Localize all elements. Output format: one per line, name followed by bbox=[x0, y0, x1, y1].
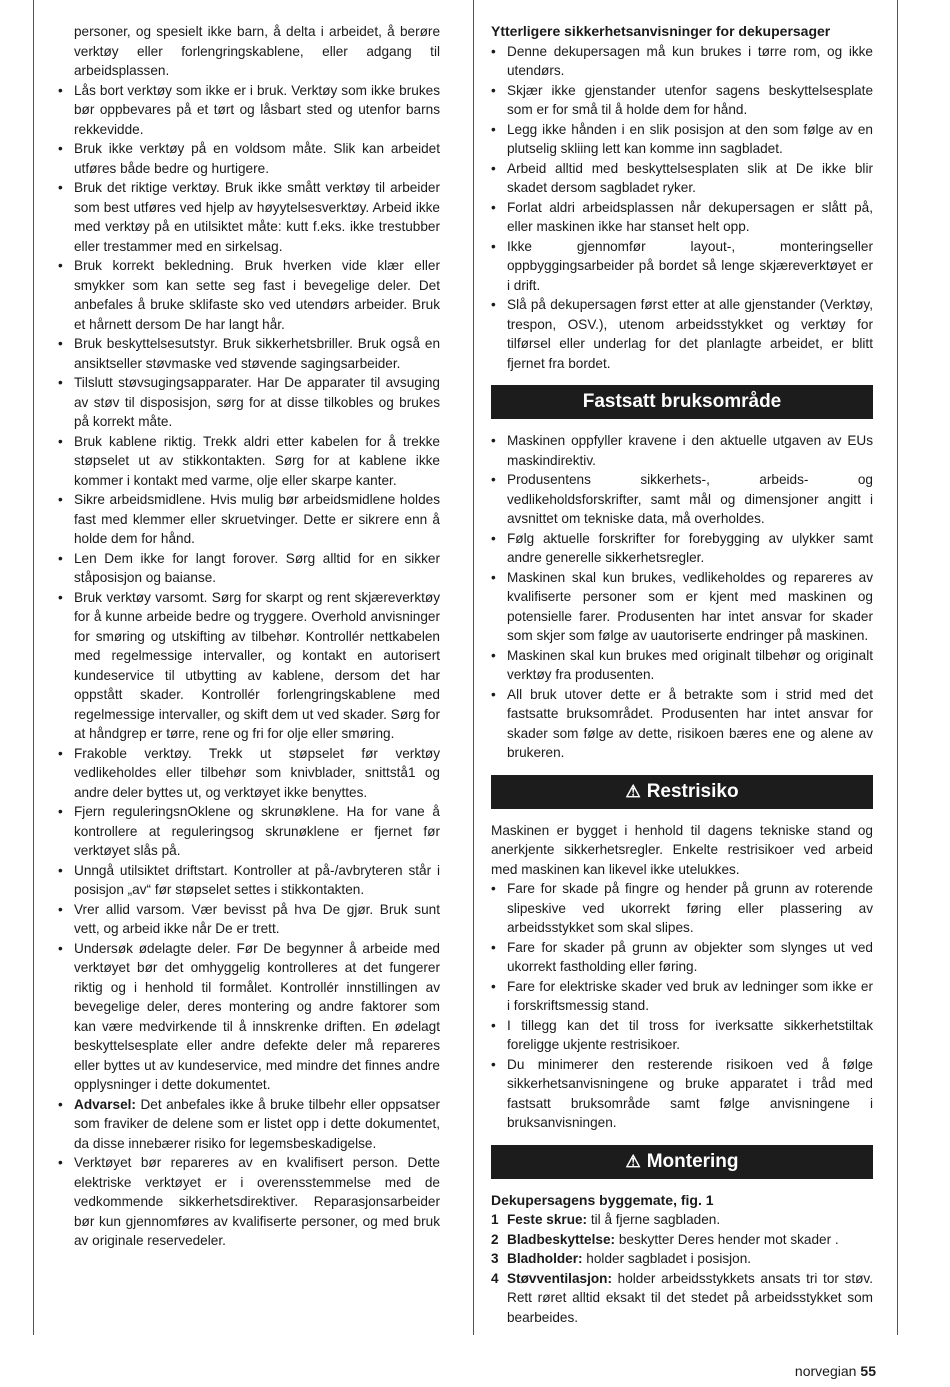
item-text: Len Dem ikke for langt forover. Sørg alltid for en sikker ståposisjon og baianse. bbox=[74, 550, 440, 585]
risk-title-text: Restrisiko bbox=[646, 780, 739, 802]
list-item bbox=[58, 802, 440, 861]
list-item bbox=[491, 1055, 873, 1133]
list-item bbox=[58, 549, 440, 588]
list-item bbox=[491, 120, 873, 159]
part-number: 2 bbox=[491, 1231, 499, 1247]
part-item bbox=[491, 1210, 873, 1230]
part-description: til å fjerne sagbladen. bbox=[587, 1212, 721, 1227]
item-text: Følg aktuelle forskrifter for forebygging av ulykker samt andre generelle sikkerhetsregler. bbox=[507, 530, 873, 565]
item-text: Slå på dekupersagen først etter at alle gjenstander (Verktøy, trespon, OSV.), utenom arbeidsstykket og verktøy for tilførsel eller underlag for det planlagte arbeidet, er blitt fjernet fra bordet. bbox=[507, 297, 873, 371]
usage-list bbox=[491, 431, 873, 763]
footer-language: norvegian bbox=[794, 1363, 857, 1379]
item-text: Bruk ikke verktøy på en voldsom måte. Slik kan arbeidet utføres både bedre og hurtigere. bbox=[74, 141, 440, 176]
list-item bbox=[58, 900, 440, 939]
list-item bbox=[491, 159, 873, 198]
usage-section-title bbox=[491, 385, 873, 419]
list-item bbox=[491, 938, 873, 977]
item-text: Denne dekupersagen må kun brukes i tørre rom, og ikke utendørs. bbox=[507, 43, 873, 78]
list-item bbox=[58, 256, 440, 334]
list-item bbox=[58, 334, 440, 373]
item-text: All bruk utover dette er å betrakte som i strid med det fastsatte bruksområdet. Produsenten har intet ansvar for skader som følge av dette, risikoen bæres ene og alene av brukeren. bbox=[507, 686, 873, 760]
part-name: Støvventilasjon: bbox=[507, 1270, 612, 1286]
list-item bbox=[58, 81, 440, 140]
part-description: holder sagbladet i posisjon. bbox=[582, 1251, 752, 1266]
item-text: Tilslutt støvsugingsapparater. Har De apparater til avsuging av støv til disposisjon, sørg for at disse tilkobles og brukes på korrekt måte. bbox=[74, 375, 440, 429]
list-item bbox=[491, 431, 873, 470]
mount-title-text: Montering bbox=[646, 1150, 739, 1172]
part-name: Feste skrue: bbox=[507, 1212, 588, 1227]
list-item bbox=[491, 81, 873, 120]
item-text: Fare for skader på grunn av objekter som slynges ut ved ukorrekt fastholding eller føring. bbox=[507, 939, 873, 974]
item-text: Undersøk ødelagte deler. Før De begynner å arbeide med verktøyet bør det omhyggelig kontrolleres at det fungerer riktig og i henhold til formålet. Kontrollér innstillingen av bevegelige deler, deres montering og andre faktorer som kan være medvirkende til å innskrenke driften. En ødelagt beskyttelsesplate eller andre defekte deler må repareres eller byttes ut av kundeservice, med mindre det finnes andre opplysninger i dette dokumentet. bbox=[74, 940, 440, 1092]
part-description: holder arbeidsstykkets ansats tri tor støv. Rett røret alltid eksakt til det stedet på arbeidsstykket som bearbeides. bbox=[507, 1270, 873, 1325]
list-item bbox=[491, 470, 873, 529]
warning-triangle-icon: ⚠ bbox=[625, 781, 641, 801]
item-text: Forlat aldri arbeidsplassen når dekupersagen er slått på, eller maskinen ikke har stanset helt opp. bbox=[507, 199, 873, 234]
page-footer bbox=[795, 1363, 876, 1379]
part-number: 4 bbox=[491, 1270, 499, 1286]
list-item bbox=[58, 178, 440, 256]
list-item bbox=[491, 237, 873, 296]
extra-safety-list bbox=[491, 42, 873, 374]
list-item bbox=[491, 198, 873, 237]
part-name: Bladbeskyttelse: bbox=[507, 1231, 616, 1247]
item-text: Sikre arbeidsmidlene. Hvis mulig bør arbeidsmidlene holdes fast med klemmer eller skruetvinger. Dette er sikrere enn å holde dem for hånd. bbox=[74, 492, 440, 546]
extra-safety-heading: Ytterligere sikkerhetsanvisninger for dekupersager bbox=[491, 23, 831, 39]
list-item bbox=[491, 42, 873, 81]
item-text: Verktøyet bør repareres av en kvalifisert person. Dette elektriske verktøyet er i overensstemmelse med de vedkommende sikkerhetsdirektiver. Reparasjonsarbeider bør kun gjennomføres av kvalifiserte personer, og med bruk av originale reservedeler. bbox=[74, 1155, 440, 1248]
part-number: 3 bbox=[491, 1251, 499, 1266]
item-text: Legg ikke hånden i en slik posisjon at den som følge av en plutselig skliing lett kan komme inn sagbladet. bbox=[507, 121, 873, 156]
item-text: Unngå utilsiktet driftstart. Kontroller at på-/avbryteren står i posisjon „av“ før støpselet settes i stikkontakten. bbox=[74, 862, 440, 897]
list-item bbox=[58, 861, 440, 900]
list-item bbox=[58, 939, 440, 1095]
list-item bbox=[58, 432, 440, 491]
list-item bbox=[491, 529, 873, 568]
parts-list bbox=[491, 1210, 873, 1327]
list-item bbox=[491, 646, 873, 685]
safety-list bbox=[58, 81, 440, 1251]
item-text: Lås bort verktøy som ikke er i bruk. Verktøy som ikke brukes bør oppbevares på et tørt og låsbart sted og utenfor barns rekkevidde. bbox=[74, 82, 440, 137]
part-item bbox=[491, 1249, 873, 1269]
list-item bbox=[491, 879, 873, 938]
warning-triangle-icon: ⚠ bbox=[625, 1151, 641, 1171]
list-item bbox=[58, 373, 440, 432]
item-text: Arbeid alltid med beskyttelsesplaten slik at De ikke blir skadet dersom sagbladet ryker. bbox=[507, 160, 873, 195]
item-text: Ikke gjennomfør layout-, monteringseller oppbyggingsarbeider på bordet så lenge skjæreverktøyet er i drift. bbox=[507, 238, 873, 293]
build-heading: Dekupersagens byggemate, fig. 1 bbox=[491, 1191, 714, 1208]
list-item bbox=[58, 139, 440, 178]
part-name: Bladholder: bbox=[507, 1251, 583, 1266]
page-number: 55 bbox=[860, 1363, 876, 1379]
item-text: Det anbefales ikke å bruke tilbehr eller oppsatser som fraviker de delene som er listet opp i dette dokumentet, da disse innebærer risiko for legemsbeskadigelse. bbox=[74, 1096, 440, 1151]
list-item bbox=[58, 1095, 440, 1154]
item-text: Skjær ikke gjenstander utenfor sagens beskyttelsesplate som er for små til å holde dem for hånd. bbox=[507, 82, 873, 117]
mount-section-title bbox=[491, 1145, 873, 1179]
item-text: Vrer allid varsom. Vær bevisst på hva De gjør. Bruk sunt vett, og arbeid ikke når De er trett. bbox=[74, 901, 440, 936]
left-column bbox=[58, 22, 440, 1251]
item-text: Bruk det riktige verktøy. Bruk ikke smått verktøy til arbeider som best utføres ved hjelp av høyytelsesverktøy. Arbeid ikke med verktøy på en utilsiktet måte: kutt f.eks. ikke trestubber eller trestammer med en sirkelsag. bbox=[74, 180, 440, 254]
list-item bbox=[491, 977, 873, 1016]
item-text: Maskinen oppfyller kravene i den aktuelle utgaven av EUs maskindirektiv. bbox=[507, 433, 873, 468]
risk-list bbox=[491, 879, 873, 1133]
continued-paragraph: personer, og spesielt ikke barn, å delta i arbeidet, å berøre verktøy eller forlengringskablene, eller adgang til arbeidsplassen. bbox=[74, 24, 440, 78]
item-text: Bruk kablene riktig. Trekk aldri etter kabelen for å trekke støpselet ut av stikkontakten. Sørg for at kablene ikke kommer i kontakt med varme, olje eller skarpe kanter. bbox=[74, 433, 440, 488]
item-lead: Advarsel: bbox=[74, 1096, 136, 1112]
list-item bbox=[58, 588, 440, 744]
list-item bbox=[491, 1016, 873, 1055]
item-text: Fare for elektriske skader ved bruk av ledninger som ikke er i forskriftsmessig stand. bbox=[507, 978, 873, 1013]
item-text: Bruk verktøy varsomt. Sørg for skarpt og rent skjæreverktøy for å kunne arbeide bedre og tryggere. Overhold anvisninger for smøring og utskifting av tilbehør. Kontrollér nettkabelen med regelmessige intervaller, og kontakt en autorisert kundeservice til utbytting av kablene, dersom det har oppstått skader. Kontrollér forlengringskablene med regelmessige intervaller, og skift dem ut ved skader. Sørg for at håndgrep er tørre, rene og fri for olje eller smøring. bbox=[74, 589, 440, 741]
risk-intro: Maskinen er bygget i henhold til dagens tekniske stand og anerkjente sikkerhetsregler. Enkelte restrisikoer ved arbeid med maskinen kan likevel ikke utelukkes. bbox=[491, 822, 873, 877]
item-text: Bruk korrekt bekledning. Bruk hverken vide klær eller smykker som kan sette seg fast i bevegelige deler. Det anbefales å bruke sklifaste sko ved utendørs arbeider. Bruk et hårnett dersom De har langt hår. bbox=[74, 258, 440, 332]
item-text: Produsentens sikkerhets-, arbeids- og vedlikeholdsforskrifter, samt mål og dimensjoner angitt i avsnittet om tekniske data, må overholdes. bbox=[507, 472, 873, 526]
part-number: 1 bbox=[491, 1212, 499, 1227]
item-text: Bruk beskyttelsesutstyr. Bruk sikkerhetsbriller. Bruk også en ansiktseller støvmaske ved støvende sagingsarbeider. bbox=[74, 336, 440, 371]
part-item bbox=[491, 1230, 873, 1250]
list-item bbox=[491, 295, 873, 373]
item-text: I tillegg kan det til tross for iverksatte sikkerhetstiltak foreligge ukjente restrisikoer. bbox=[507, 1017, 873, 1052]
list-item bbox=[58, 1153, 440, 1251]
risk-section-title bbox=[491, 775, 873, 809]
item-text: Du minimerer den resterende risikoen ved å følge sikkerhetsanvisningene og bruke apparatet i tråd med fastsatt bruksområde samt følge anvisningene i bruksanvisningen. bbox=[507, 1056, 873, 1130]
list-item bbox=[491, 568, 873, 646]
part-item bbox=[491, 1269, 873, 1328]
item-text: Maskinen skal kun brukes med originalt tilbehør og originalt verktøy fra produsenten. bbox=[507, 647, 873, 682]
left-margin-rule bbox=[33, 0, 34, 1335]
list-item bbox=[58, 490, 440, 549]
item-text: Frakoble verktøy. Trekk ut støpselet før verktøy vedlikeholdes eller tilbehør som knivblader, snittstå1 og andre deler byttes ut, og verktøyet ikke benyttes. bbox=[74, 745, 440, 800]
part-description: beskytter Deres hender mot skader . bbox=[615, 1231, 839, 1247]
column-divider-rule bbox=[473, 0, 474, 1335]
usage-title-text: Fastsatt bruksområde bbox=[582, 391, 782, 412]
list-item bbox=[491, 685, 873, 763]
item-text: Fare for skade på fingre og hender på grunn av roterende slipeskive ved ukorrekt føring eller plassering av arbeidsstykket som skal slipes. bbox=[507, 881, 873, 935]
item-text: Maskinen skal kun brukes, vedlikeholdes og repareres av kvalifiserte personer som er kjent med maskinen og potensielle farer. Produsenten har intet ansvar for skader som skjer som følge av uautoriserte endringer på maskinen. bbox=[507, 569, 873, 643]
right-margin-rule bbox=[897, 0, 898, 1335]
right-column bbox=[491, 22, 873, 1327]
item-text: Fjern reguleringsnOklene og skrunøklene. Ha for vane å kontrollere at reguleringsog skrunøklene er fjernet før verktøyet slås på. bbox=[74, 804, 440, 858]
list-item bbox=[58, 744, 440, 803]
